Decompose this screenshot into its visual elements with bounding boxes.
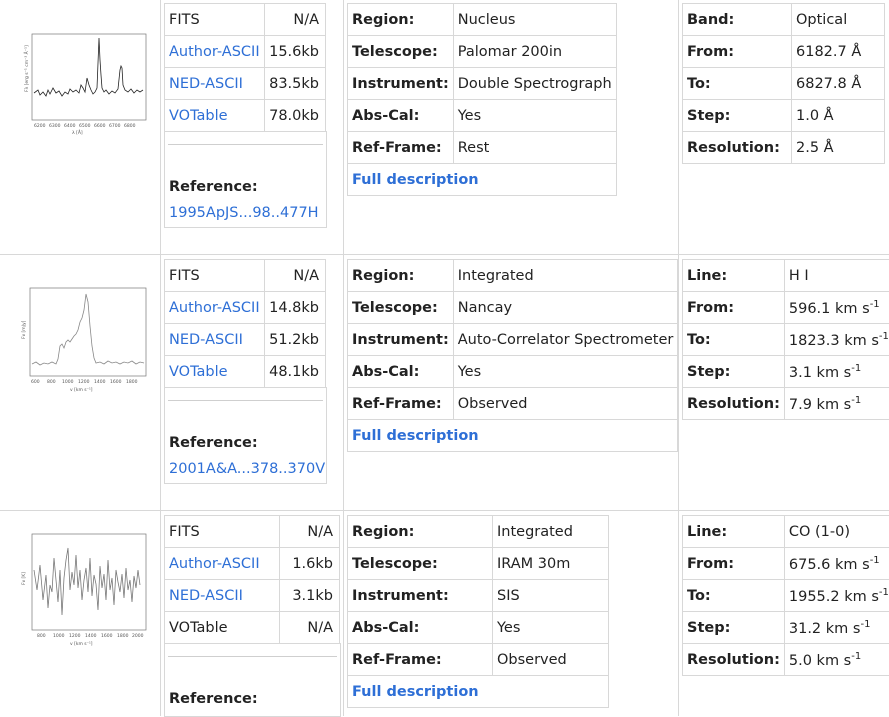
- svg-text:1000: 1000: [53, 634, 65, 639]
- abs-cal-label: Abs-Cal:: [348, 612, 493, 644]
- svg-text:1200: 1200: [78, 380, 90, 385]
- instrument-label: Instrument:: [348, 324, 454, 356]
- band-label: Band:: [683, 4, 792, 36]
- svg-text:Fν [K]: Fν [K]: [22, 572, 27, 585]
- reference-label: Reference:: [169, 691, 258, 707]
- telescope-label: Telescope:: [348, 292, 454, 324]
- metadata-cell: [344, 256, 679, 512]
- thumbnail-cell: [0, 256, 161, 512]
- metadata-cell: [344, 512, 679, 716]
- instrument-value: SIS: [493, 580, 609, 612]
- file-size: 48.1kb: [264, 356, 325, 388]
- from-label: From:: [683, 292, 785, 324]
- band-cell: [679, 0, 889, 256]
- ref-frame-value: Rest: [453, 132, 616, 164]
- row-divider: [0, 254, 889, 255]
- file-size: 1.6kb: [280, 548, 340, 580]
- step-label: Step:: [683, 356, 785, 388]
- author-ascii-link[interactable]: Author-ASCII: [169, 299, 260, 316]
- line-label: Line:: [683, 260, 785, 292]
- band-table: [682, 3, 885, 164]
- svg-text:6200: 6200: [34, 124, 46, 129]
- svg-text:Fλ [erg s⁻¹ cm⁻² Å⁻¹]: Fλ [erg s⁻¹ cm⁻² Å⁻¹]: [25, 45, 30, 92]
- to-label: To:: [683, 580, 785, 612]
- author-ascii-link[interactable]: Author-ASCII: [169, 43, 260, 60]
- instrument-label: Instrument:: [348, 580, 493, 612]
- divider: [168, 144, 323, 145]
- metadata-table: [347, 515, 609, 708]
- file-label: FITS: [165, 260, 265, 292]
- ned-ascii-link[interactable]: NED-ASCII: [169, 75, 243, 92]
- svg-text:6800: 6800: [124, 124, 136, 129]
- band-cell: [679, 256, 889, 512]
- file-row-ned-ascii: [165, 68, 326, 100]
- region-label: Region:: [348, 4, 454, 36]
- file-size: 14.8kb: [264, 292, 325, 324]
- file-size: 83.5kb: [264, 68, 325, 100]
- ref-frame-value: Observed: [453, 388, 678, 420]
- to-value: 1955.2 km $s^{-1}$: [784, 580, 889, 612]
- svg-text:λ [Å]: λ [Å]: [72, 131, 83, 136]
- svg-text:6400: 6400: [64, 124, 76, 129]
- votable-link[interactable]: VOTable: [169, 363, 228, 380]
- file-row-fits: [165, 4, 326, 36]
- file-label: VOTable: [165, 612, 280, 644]
- metadata-cell: [344, 0, 679, 256]
- ned-ascii-link[interactable]: NED-ASCII: [169, 587, 243, 604]
- band-table: [682, 515, 889, 676]
- line-value: H I: [784, 260, 889, 292]
- to-value: 1823.3 km $s^{-1}$: [784, 324, 889, 356]
- resolution-value: 5.0 km $s^{-1}$: [784, 644, 889, 676]
- spectrum-row-3: [0, 512, 889, 716]
- file-size: 15.6kb: [264, 36, 325, 68]
- svg-text:6600: 6600: [94, 124, 106, 129]
- band-cell: [679, 512, 889, 716]
- metadata-table: [347, 3, 617, 196]
- files-cell: [161, 0, 344, 256]
- step-value: 31.2 km $s^{-1}$: [784, 612, 889, 644]
- region-value: Integrated: [453, 260, 678, 292]
- svg-text:6500: 6500: [79, 124, 91, 129]
- abs-cal-value: Yes: [493, 612, 609, 644]
- step-label: Step:: [683, 612, 785, 644]
- files-table: [164, 515, 340, 644]
- resolution-value: 2.5 Å: [792, 132, 885, 164]
- thumbnail-cell: [0, 512, 161, 716]
- abs-cal-value: Yes: [453, 100, 616, 132]
- svg-text:6700: 6700: [109, 124, 121, 129]
- thumbnail-cell: [0, 0, 161, 256]
- step-label: Step:: [683, 100, 792, 132]
- svg-text:v [km s⁻¹]: v [km s⁻¹]: [70, 388, 93, 393]
- step-value: 1.0 Å: [792, 100, 885, 132]
- resolution-label: Resolution:: [683, 644, 785, 676]
- reference-link[interactable]: 1995ApJS...98..477H: [169, 205, 319, 221]
- ref-frame-label: Ref-Frame:: [348, 644, 493, 676]
- svg-text:800: 800: [47, 380, 56, 385]
- svg-text:1600: 1600: [110, 380, 122, 385]
- file-size: N/A: [264, 4, 325, 36]
- file-row-author-ascii: [165, 36, 326, 68]
- metadata-table: [347, 259, 678, 452]
- resolution-value: 7.9 km $s^{-1}$: [784, 388, 889, 420]
- svg-text:1600: 1600: [101, 634, 113, 639]
- divider: [168, 400, 323, 401]
- from-value: 675.6 km $s^{-1}$: [784, 548, 889, 580]
- spectrum-thumbnail[interactable]: [10, 530, 150, 652]
- telescope-value: IRAM 30m: [493, 548, 609, 580]
- region-label: Region:: [348, 260, 454, 292]
- region-value: Integrated: [493, 516, 609, 548]
- resolution-label: Resolution:: [683, 388, 785, 420]
- row-divider: [0, 510, 889, 511]
- reference-label: Reference:: [169, 179, 258, 195]
- telescope-value: Palomar 200in: [453, 36, 616, 68]
- abs-cal-label: Abs-Cal:: [348, 100, 454, 132]
- ned-ascii-link[interactable]: NED-ASCII: [169, 331, 243, 348]
- telescope-label: Telescope:: [348, 548, 493, 580]
- files-cell: [161, 256, 344, 512]
- full-description-link[interactable]: Full description: [352, 171, 479, 188]
- reference-link[interactable]: 2001A&A...378..370V: [169, 461, 326, 477]
- svg-text:6300: 6300: [49, 124, 61, 129]
- abs-cal-value: Yes: [453, 356, 678, 388]
- resolution-label: Resolution:: [683, 132, 792, 164]
- svg-text:Fν [mJy]: Fν [mJy]: [22, 320, 27, 339]
- ref-frame-label: Ref-Frame:: [348, 132, 454, 164]
- svg-text:1800: 1800: [117, 634, 129, 639]
- svg-text:1000: 1000: [62, 380, 74, 385]
- band-value: Optical: [792, 4, 885, 36]
- from-value: 6182.7 Å: [792, 36, 885, 68]
- line-value: CO (1-0): [784, 516, 889, 548]
- to-label: To:: [683, 68, 792, 100]
- full-description-link[interactable]: Full description: [352, 427, 479, 444]
- telescope-label: Telescope:: [348, 36, 454, 68]
- abs-cal-label: Abs-Cal:: [348, 356, 454, 388]
- reference-label: Reference:: [169, 435, 258, 451]
- svg-text:1400: 1400: [85, 634, 97, 639]
- spectrum-row-2: [0, 256, 889, 512]
- divider: [168, 656, 337, 657]
- telescope-value: Nancay: [453, 292, 678, 324]
- svg-text:v [km s⁻¹]: v [km s⁻¹]: [70, 642, 93, 647]
- from-label: From:: [683, 36, 792, 68]
- file-row-votable: [165, 100, 326, 132]
- spectrum-row-1: [0, 0, 889, 256]
- spectrum-thumbnail[interactable]: [10, 284, 150, 396]
- svg-text:1200: 1200: [69, 634, 81, 639]
- band-table: [682, 259, 889, 420]
- instrument-value: Double Spectrograph: [453, 68, 616, 100]
- file-size: 51.2kb: [264, 324, 325, 356]
- region-value: Nucleus: [453, 4, 616, 36]
- svg-text:1800: 1800: [126, 380, 138, 385]
- files-table: [164, 3, 326, 132]
- svg-text:600: 600: [31, 380, 40, 385]
- file-label: FITS: [165, 4, 265, 36]
- line-label: Line:: [683, 516, 785, 548]
- from-label: From:: [683, 548, 785, 580]
- files-cell: [161, 512, 344, 716]
- svg-text:800: 800: [37, 634, 46, 639]
- file-size: 3.1kb: [280, 580, 340, 612]
- svg-text:2000: 2000: [132, 634, 144, 639]
- to-value: 6827.8 Å: [792, 68, 885, 100]
- file-size: N/A: [264, 260, 325, 292]
- file-size: N/A: [280, 516, 340, 548]
- instrument-label: Instrument:: [348, 68, 454, 100]
- author-ascii-link[interactable]: Author-ASCII: [169, 555, 260, 572]
- full-description-link[interactable]: Full description: [352, 683, 479, 700]
- from-value: 596.1 km $s^{-1}$: [784, 292, 889, 324]
- instrument-value: Auto-Correlator Spectrometer: [453, 324, 678, 356]
- spectrum-thumbnail[interactable]: [10, 30, 150, 138]
- file-size: 78.0kb: [264, 100, 325, 132]
- region-label: Region:: [348, 516, 493, 548]
- ref-frame-value: Observed: [493, 644, 609, 676]
- ref-frame-label: Ref-Frame:: [348, 388, 454, 420]
- file-size: N/A: [280, 612, 340, 644]
- to-label: To:: [683, 324, 785, 356]
- svg-text:1400: 1400: [94, 380, 106, 385]
- files-table: [164, 259, 326, 388]
- votable-link[interactable]: VOTable: [169, 107, 228, 124]
- file-label: FITS: [165, 516, 280, 548]
- step-value: 3.1 km $s^{-1}$: [784, 356, 889, 388]
